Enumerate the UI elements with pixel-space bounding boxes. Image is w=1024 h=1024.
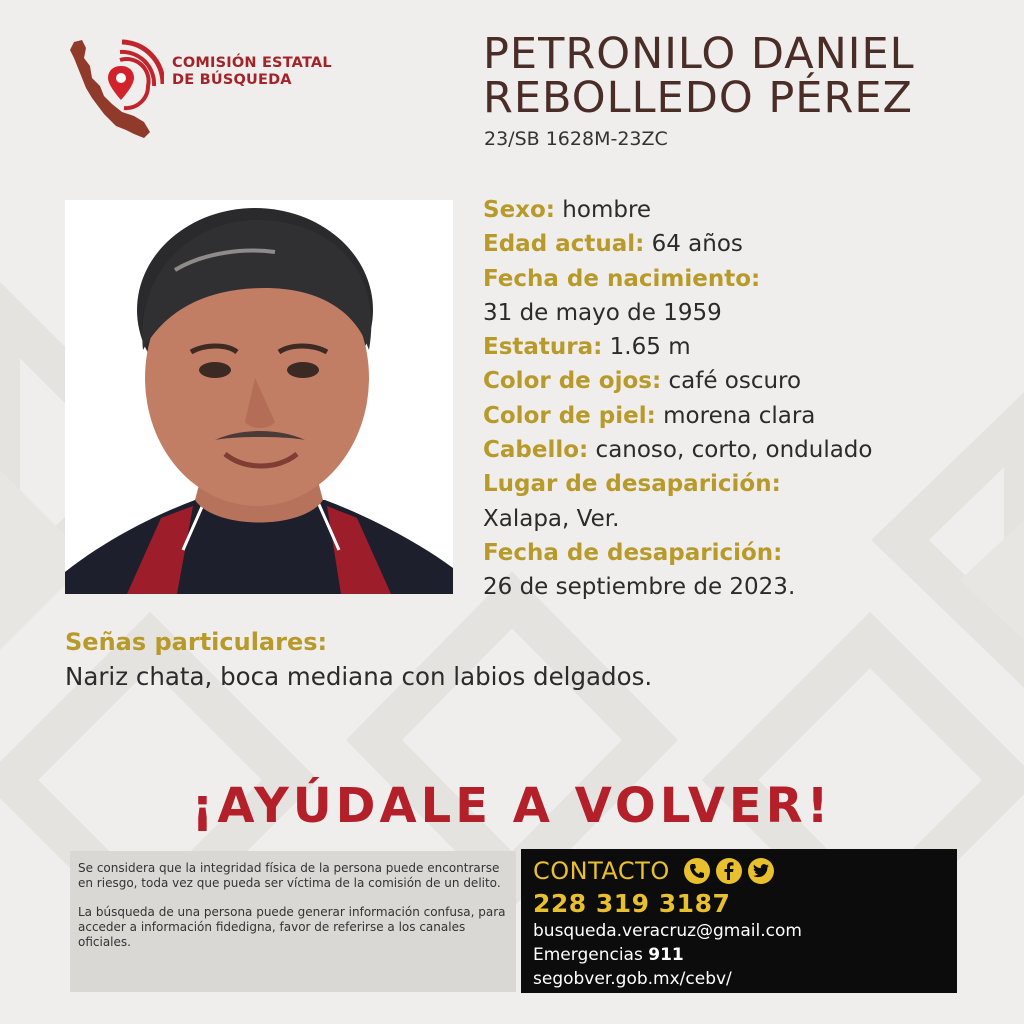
detail-row (483, 364, 1013, 398)
detail-label: Estatura: (483, 334, 603, 361)
detail-row (483, 399, 1013, 433)
disclaimer-paragraph-2: La búsqueda de una persona puede generar información confusa, para acceder a información fidedigna, favor de referirse a los canales oficiales. (78, 905, 506, 949)
person-details (483, 193, 1013, 605)
veracruz-map-location-pin-icon (64, 34, 164, 144)
contact-website[interactable]: segobver.gob.mx/cebv/ (533, 969, 732, 989)
distinguishing-marks-label: Señas particulares: (65, 628, 328, 656)
contact-phone[interactable]: 228 319 3187 (533, 889, 731, 918)
detail-value: café oscuro (661, 368, 802, 395)
detail-value: 1.65 m (602, 334, 691, 361)
org-name (172, 55, 332, 89)
contact-header (533, 853, 945, 889)
detail-row (483, 467, 1013, 501)
detail-label: Cabello: (483, 437, 589, 464)
detail-row (483, 227, 1013, 261)
emergency-label: Emergencias (533, 945, 649, 965)
detail-value: 31 de mayo de 1959 (483, 299, 722, 326)
detail-label: Color de piel: (483, 402, 656, 429)
emergency-number[interactable]: 911 (648, 945, 684, 965)
org-name-line2: DE BÚSQUEDA (172, 72, 292, 88)
twitter-icon[interactable] (748, 858, 774, 884)
person-photo (65, 200, 453, 594)
detail-label: Sexo: (483, 197, 555, 223)
disclaimer-paragraph-1: Se considera que la integridad física de la persona puede encontrarse en riesgo, toda vez que pueda ser víctima de la comisión de un delito. (78, 861, 501, 890)
detail-label: Fecha de desaparición: (483, 539, 783, 566)
detail-value: Xalapa, Ver. (483, 505, 620, 532)
detail-value: 64 años (644, 231, 743, 258)
facebook-icon[interactable] (716, 858, 742, 884)
detail-row (483, 330, 1013, 364)
detail-label: Fecha de nacimiento: (483, 265, 761, 292)
detail-label: Lugar de desaparición: (483, 471, 781, 498)
contact-box (521, 849, 957, 993)
case-folio: 23/SB 1628M-23ZC (484, 128, 668, 150)
org-name-line1: COMISIÓN ESTATAL (172, 55, 332, 71)
person-name (483, 29, 1003, 123)
phone-icon[interactable] (684, 858, 710, 884)
detail-value: 26 de septiembre de 2023. (483, 574, 796, 601)
detail-row (483, 570, 1013, 604)
contact-title: CONTACTO (533, 857, 670, 885)
person-name-line2: REBOLLEDO PÉREZ (483, 73, 913, 123)
distinguishing-marks-text: Nariz chata, boca mediana con labios delgados. (65, 662, 653, 691)
detail-label: Edad actual: (483, 231, 645, 258)
person-name-line1: PETRONILO DANIEL (483, 29, 915, 79)
disclaimer-box (70, 851, 516, 992)
org-logo (64, 34, 364, 144)
detail-row (483, 193, 1013, 227)
emergency-line (533, 943, 945, 967)
detail-row (483, 502, 1013, 536)
detail-value: hombre (555, 197, 652, 223)
detail-row (483, 536, 1013, 570)
detail-label: Color de ojos: (483, 368, 662, 395)
contact-email[interactable]: busqueda.veracruz@gmail.com (533, 921, 802, 941)
detail-row (483, 262, 1013, 296)
detail-value: canoso, corto, ondulado (588, 437, 873, 464)
detail-value: morena clara (655, 402, 816, 429)
detail-row (483, 433, 1013, 467)
detail-row (483, 296, 1013, 330)
headline: ¡AYÚDALE A VOLVER! (191, 778, 833, 834)
